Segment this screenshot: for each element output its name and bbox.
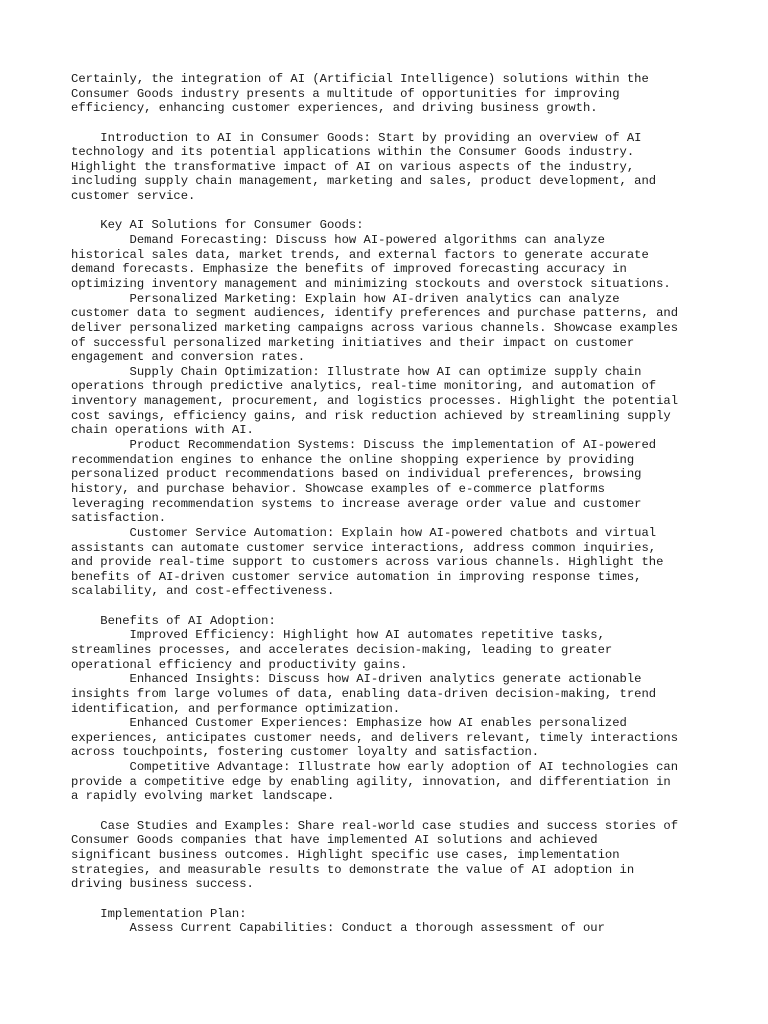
text-line: deliver personalized marketing campaigns across various channels. Showcase examples bbox=[71, 320, 679, 335]
text-line: operational efficiency and productivity gains. bbox=[71, 657, 408, 672]
text-line: recommendation engines to enhance the online shopping experience by providing bbox=[71, 452, 635, 467]
text-line bbox=[71, 804, 731, 819]
text-line: Assess Current Capabilities: Conduct a thorough assessment of our bbox=[71, 921, 605, 936]
document-body bbox=[71, 72, 731, 936]
text-line: Introduction to AI in Consumer Goods: Start by providing an overview of AI bbox=[71, 130, 642, 145]
text-line: Highlight the transformative impact of AI on various aspects of the industry, bbox=[71, 159, 635, 174]
text-line: demand forecasts. Emphasize the benefits of improved forecasting accuracy in bbox=[71, 262, 627, 277]
text-line: Competitive Advantage: Illustrate how early adoption of AI technologies can bbox=[71, 760, 679, 775]
text-line: including supply chain management, marketing and sales, product development, and bbox=[71, 174, 657, 189]
text-line: personalized product recommendations based on individual preferences, browsing bbox=[71, 467, 642, 482]
text-line: Case Studies and Examples: Share real-world case studies and success stories of bbox=[71, 818, 679, 833]
text-line: historical sales data, market trends, and external factors to generate accurate bbox=[71, 247, 649, 262]
text-line: significant business outcomes. Highlight specific use cases, implementation bbox=[71, 847, 620, 862]
text-line bbox=[71, 204, 731, 219]
text-line: Product Recommendation Systems: Discuss the implementation of AI-powered bbox=[71, 438, 657, 453]
text-line: experiences, anticipates customer needs, and delivers relevant, timely interactions bbox=[71, 730, 679, 745]
text-line: strategies, and measurable results to demonstrate the value of AI adoption in bbox=[71, 862, 635, 877]
text-line: Personalized Marketing: Explain how AI-driven analytics can analyze bbox=[71, 291, 620, 306]
text-line: and provide real-time support to customers across various channels. Highlight the bbox=[71, 555, 664, 570]
text-line: customer data to segment audiences, identify preferences and purchase patterns, and bbox=[71, 306, 679, 321]
text-line: driving business success. bbox=[71, 877, 254, 892]
text-line: a rapidly evolving market landscape. bbox=[71, 789, 335, 804]
text-line: operations through predictive analytics, real-time monitoring, and automation of bbox=[71, 379, 657, 394]
text-line: efficiency, enhancing customer experiences, and driving business growth. bbox=[71, 101, 598, 116]
text-line: customer service. bbox=[71, 189, 196, 204]
text-line: across touchpoints, fostering customer loyalty and satisfaction. bbox=[71, 745, 540, 760]
text-line: Consumer Goods industry presents a multitude of opportunities for improving bbox=[71, 86, 620, 101]
text-line bbox=[71, 892, 731, 907]
text-line: provide a competitive edge by enabling agility, innovation, and differentiation in bbox=[71, 774, 671, 789]
text-line: of successful personalized marketing initiatives and their impact on customer bbox=[71, 335, 635, 350]
text-line: Consumer Goods companies that have implemented AI solutions and achieved bbox=[71, 833, 598, 848]
text-line bbox=[71, 599, 731, 614]
text-line: assistants can automate customer service interactions, address common inquiries, bbox=[71, 540, 657, 555]
text-line: engagement and conversion rates. bbox=[71, 350, 306, 365]
text-line: Benefits of AI Adoption: bbox=[71, 613, 276, 628]
text-line: chain operations with AI. bbox=[71, 423, 254, 438]
text-line: Demand Forecasting: Discuss how AI-powered algorithms can analyze bbox=[71, 233, 605, 248]
text-line: Supply Chain Optimization: Illustrate how AI can optimize supply chain bbox=[71, 364, 642, 379]
text-line: streamlines processes, and accelerates decision-making, leading to greater bbox=[71, 642, 613, 657]
text-line: Certainly, the integration of AI (Artificial Intelligence) solutions within the bbox=[71, 72, 649, 86]
text-line: Enhanced Customer Experiences: Emphasize how AI enables personalized bbox=[71, 716, 627, 731]
text-line: scalability, and cost-effectiveness. bbox=[71, 584, 335, 599]
text-line: Implementation Plan: bbox=[71, 906, 247, 921]
text-line: Key AI Solutions for Consumer Goods: bbox=[71, 218, 364, 233]
text-line: satisfaction. bbox=[71, 511, 167, 526]
text-line: Customer Service Automation: Explain how AI-powered chatbots and virtual bbox=[71, 525, 657, 540]
text-line: technology and its potential applications within the Consumer Goods industry. bbox=[71, 145, 635, 160]
text-line: optimizing inventory management and minimizing stockouts and overstock situations. bbox=[71, 276, 671, 291]
text-line: insights from large volumes of data, enabling data-driven decision-making, trend bbox=[71, 686, 657, 701]
text-line: inventory management, procurement, and logistics processes. Highlight the potential bbox=[71, 394, 679, 409]
text-line: history, and purchase behavior. Showcase examples of e-commerce platforms bbox=[71, 481, 605, 496]
text-line: Enhanced Insights: Discuss how AI-driven analytics generate actionable bbox=[71, 672, 642, 687]
text-line bbox=[71, 116, 731, 131]
text-line: cost savings, efficiency gains, and risk reduction achieved by streamlining supply bbox=[71, 408, 671, 423]
text-line: leveraging recommendation systems to increase average order value and customer bbox=[71, 496, 642, 511]
text-line: identification, and performance optimization. bbox=[71, 701, 401, 716]
text-line: benefits of AI-driven customer service automation in improving response times, bbox=[71, 569, 642, 584]
text-line: Improved Efficiency: Highlight how AI automates repetitive tasks, bbox=[71, 628, 605, 643]
